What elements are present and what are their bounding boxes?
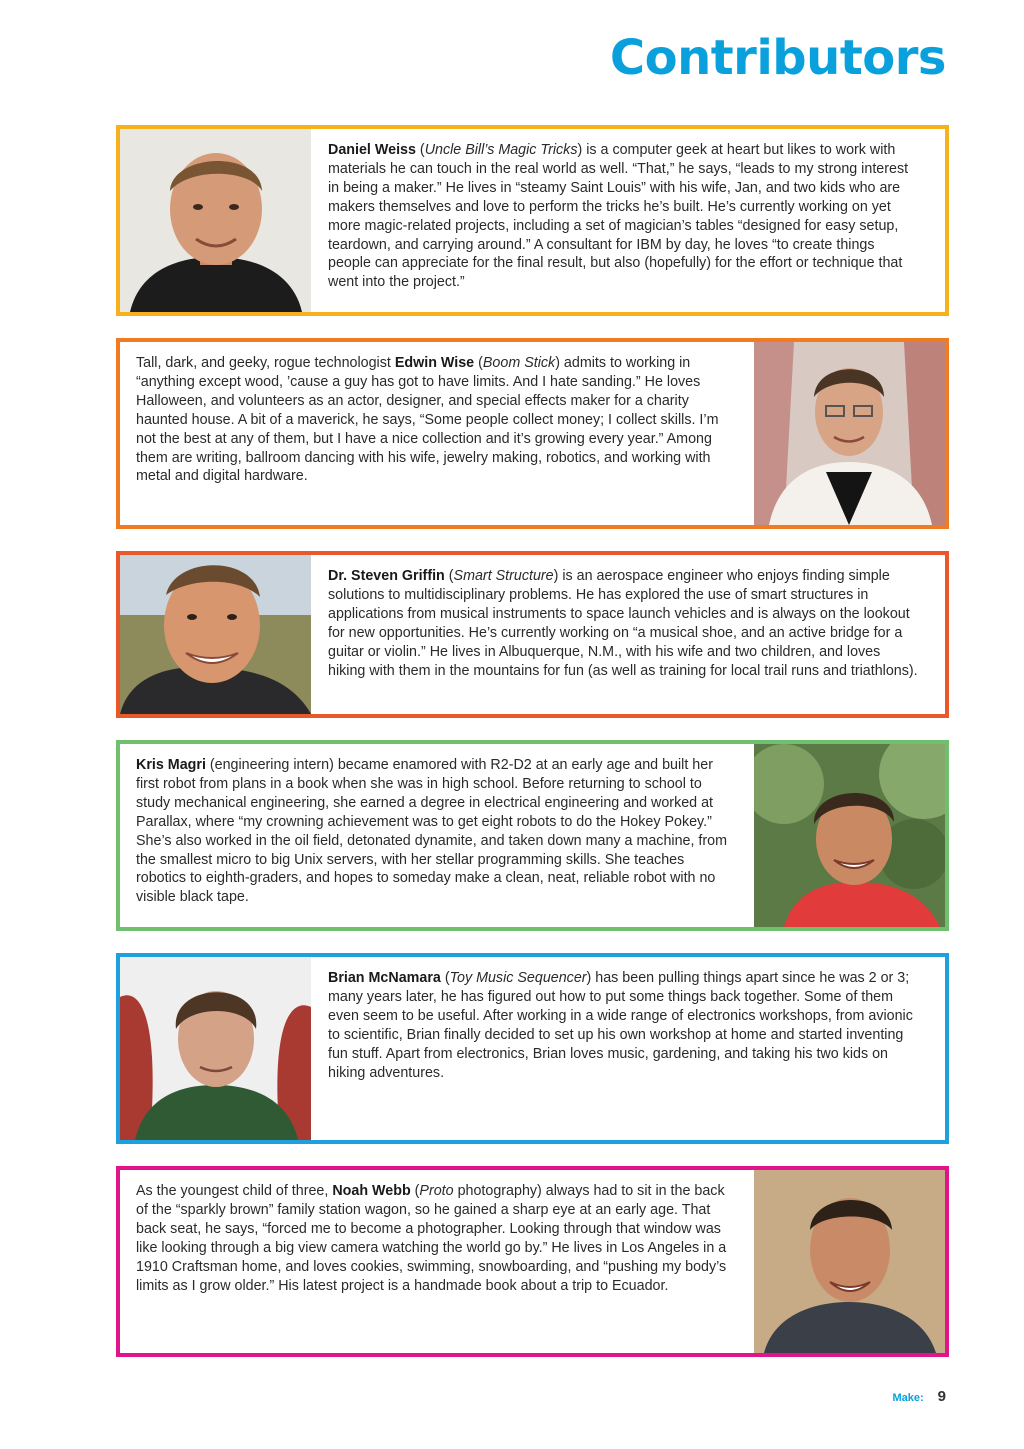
footer-brand: Make: [892, 1392, 924, 1404]
contributor-photo [754, 1170, 945, 1353]
contributor-bio: As the youngest child of three, Noah Webb (Proto photography) always had to sit in the back of the “sparkly brown” family station wagon, so he gained a sharp eye at an early age. That back seat, he says, “forced me to become a photographer. Looking through that window was like looking through a big view camera watching the world go by.” He lives in Los Angeles in a 1910 Craftsman home, and loves cookies, swimming, snowboarding, and “pushing my body’s limits as I grow older.” His latest project is a handmade book about a trip to Ecuador. [136, 1183, 727, 1294]
contributor-bio: Tall, dark, and geeky, rogue technologist Edwin Wise (Boom Stick) admits to working in “anything except wood, ’cause a guy has got to have limits. And I hate sanding.” He loves Halloween, and volunteers as an actor, designer, and special effects maker for a charity haunted house. A bit of a maverick, he says, “Some people collect money; I collect skills. I’m not the best at any of them, but I have a nice collection and it’s growing every year.” Among them are writing, ballroom dancing with his wife, jewelry making, robotics, and working with metal and digital hardware. [136, 355, 719, 485]
contributor-name: Brian McNamara [328, 970, 441, 986]
contributor-bio: Dr. Steven Griffin (Smart Structure) is an aerospace engineer who enjoys finding simple solutions to multidisciplinary problems. He has explored the use of smart structures in applications from musical instruments to space launch vehicles and is always on the lookout for new opportunities. He’s currently working on “a musical shoe, and an active bridge for a guitar or violin.” He lives in Albuquerque, N.M., with his wife and two children, and loves hiking with them in the mountains for fun (as well as training for local trail runs and triathlons). [328, 568, 918, 679]
contributor-name: Noah Webb [332, 1183, 411, 1199]
project-title: Proto [419, 1183, 454, 1199]
contributor-photo [120, 129, 311, 312]
contributor-photo [754, 342, 945, 525]
contributor-card-edwin-wise [116, 338, 949, 529]
contributor-card-kris-magri [116, 740, 949, 931]
contributor-card-steven-griffin [116, 551, 949, 718]
contributor-name: Daniel Weiss [328, 142, 416, 158]
project-title: Boom Stick [482, 355, 556, 371]
contributor-card-brian-mcnamara [116, 953, 949, 1144]
page-number: 9 [937, 1388, 946, 1405]
contributor-bio: Kris Magri (engineering intern) became enamored with R2-D2 at an early age and built her first robot from plans in a book when she was in high school. Before returning to school to study mechanical engineering, she earned a degree in electrical engineering and worked at Parallax, where “my crowning achievement was to get eight robots to do the Hokey Pokey.” She’s also worked in the oil field, detonated dynamite, and taken down many a machine, from the smallest micro to big Unix servers, with her stellar programming skills. She teaches robotics to eighth-graders, and hopes to someday make a clean, neat, reliable robot with no visible black tape. [136, 757, 728, 906]
contributor-photo [754, 744, 945, 927]
contributor-name: Kris Magri [136, 757, 206, 773]
project-title: Uncle Bill’s Magic Tricks [424, 142, 578, 158]
page-footer [892, 1388, 946, 1405]
contributor-name: Dr. Steven Griffin [328, 568, 445, 584]
project-title: Toy Music Sequencer [449, 970, 587, 986]
contributor-name: Edwin Wise [394, 355, 475, 371]
project-title: Smart Structure [453, 568, 554, 584]
contributor-card-noah-webb [116, 1166, 949, 1357]
page-title: Contributors [609, 30, 946, 86]
contributor-card-daniel-weiss [116, 125, 949, 316]
contributor-bio: Daniel Weiss (Uncle Bill’s Magic Tricks) is a computer geek at heart but likes to work with materials he can touch in the real world as well. “That,” he says, “leads to my strong interest in being a maker.” He lives in “steamy Saint Louis” with his wife, Jan, and two kids who are makers themselves and love to perform the tricks he’s built. He’s currently working on yet more magic-related projects, including a set of magician’s tables “designed for easy setup, teardown, and carrying around.” A consultant for IBM by day, he loves “to create things people can appreciate for the final result, but also (hopefully) for the effort or technique that went into the project.” [328, 142, 909, 291]
contributor-photo [120, 555, 311, 714]
contributor-photo [120, 957, 311, 1140]
contributor-bio: Brian McNamara (Toy Music Sequencer) has been pulling things apart since he was 2 or 3; many years later, he has figured out how to put some things back together. Some of them even seem to be useful. After working in a wide range of electronics workshops, from avionic to scientific, Brian finally decided to set up his own workshop at home and started inventing fun stuff. Apart from electronics, Brian loves music, gardening, and taking his two kids on hiking adventures. [328, 970, 913, 1081]
